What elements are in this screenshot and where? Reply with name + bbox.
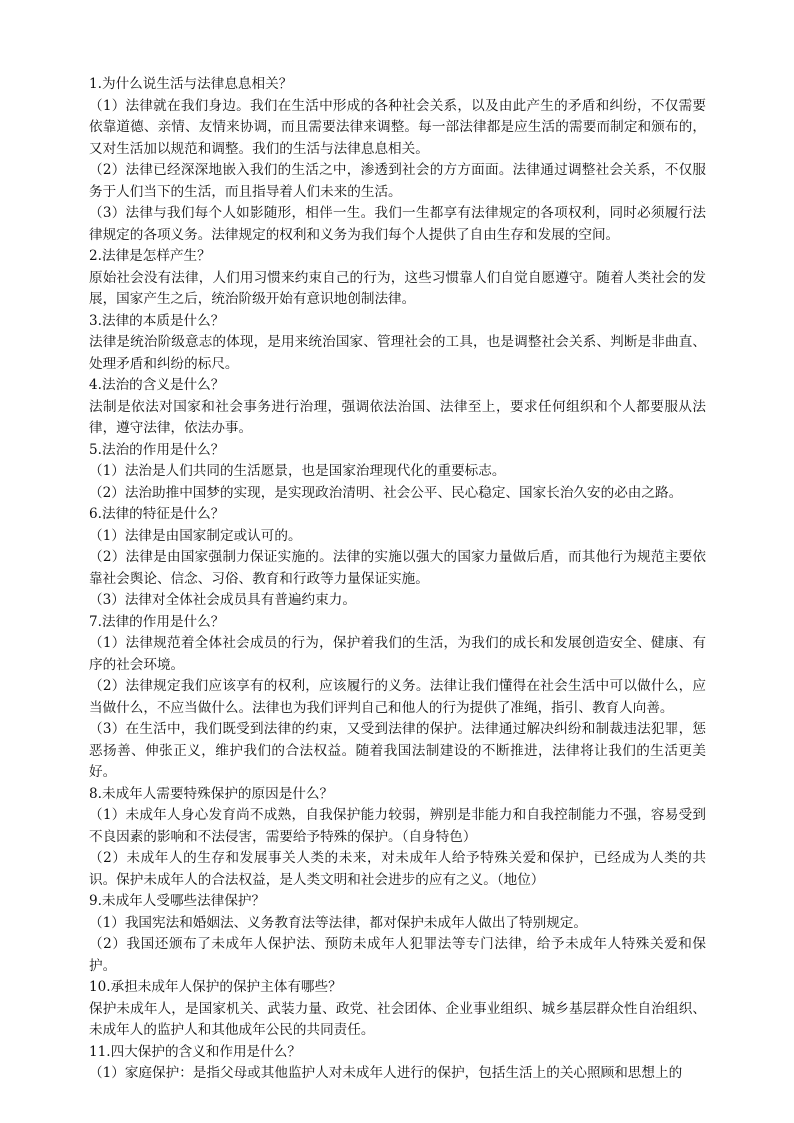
question-5: 5.法治的作用是什么？ — [89, 441, 225, 458]
question-7: 7.法律的作用是什么？ — [89, 613, 225, 630]
answer-paragraph: （1）法律是由国家制定或认可的。 — [89, 527, 302, 544]
answer-paragraph: （1）法治是人们共同的生活愿景，也是国家治理现代化的重要标志。 — [89, 463, 506, 479]
answer-paragraph: （3）在生活中，我们既受到法律的约束，又受到法律的保护。法律通过解决纠纷和制裁违法犯罪，惩恶扬善、伸张正义，维护我们的合法权益。随着我国法制建设的不断推进，法律将让我们的生活更美好。 — [89, 721, 706, 780]
question-9: 9.未成年人受哪些法律保护？ — [89, 893, 266, 909]
answer-paragraph: 法制是依法对国家和社会事务进行治理，强调依法治国、法律至上，要求任何组织和个人都要服从法律，遵守法律，依法办事。 — [89, 398, 706, 436]
answer-paragraph: 法律是统治阶级意志的体现，是用来统治国家、管理社会的工具，也是调整社会关系、判断是非曲直、处理矛盾和纠纷的标尺。 — [89, 334, 706, 372]
answer-paragraph: （2）法律是由国家强制力保证实施的。法律的实施以强大的国家力量做后盾，而其他行为规范主要依靠社会舆论、信念、习俗、教育和行政等力量保证实施。 — [89, 549, 706, 587]
answer-paragraph: （1）法律就在我们身边。我们在生活中形成的各种社会关系，以及由此产生的矛盾和纠纷，不仅需要依靠道德、亲情、友情来协调，而且需要法律来调整。每一部法律都是应生活的需要而制定和颁布的，又对生活加以规范和调整。我们的生活与法律息息相关。 — [89, 97, 706, 157]
question-4: 4.法治的含义是什么？ — [89, 377, 225, 393]
answer-paragraph: （2）法治助推中国梦的实现，是实现政治清明、社会公平、民心稳定、国家长治久安的必由之路。 — [89, 484, 683, 501]
answer-paragraph: （3）法律与我们每个人如影随形，相伴一生。我们一生都享有法律规定的各项权利，同时必须履行法律规定的各项义务。法律规定的权利和义务为我们每个人提供了自由生存和发展的空间。 — [89, 205, 706, 243]
document-body — [89, 74, 706, 1085]
answer-paragraph: （1）法律规范着全体社会成员的行为，保护着我们的生活，为我们的成长和发展创造安全、健康、有序的社会环境。 — [89, 635, 706, 673]
answer-paragraph: （2）我国还颁布了未成年人保护法、预防未成年人犯罪法等专门法律，给予未成年人特殊关爱和保护。 — [89, 936, 706, 974]
question-11: 11.四大保护的含义和作用是什么？ — [89, 1043, 301, 1060]
answer-paragraph: （3）法律对全体社会成员具有普遍约束力。 — [89, 592, 356, 608]
answer-paragraph: （1）未成年人身心发育尚不成熟，自我保护能力较弱，辨别是非能力和自我控制能力不强，容易受到不良因素的影响和不法侵害，需要给予特殊的保护。（自身特色） — [89, 807, 706, 845]
question-3: 3.法律的本质是什么？ — [89, 312, 225, 329]
question-8: 8.未成年人需要特殊保护的原因是什么？ — [89, 785, 334, 802]
answer-paragraph: （1）我国宪法和婚姻法、义务教育法等法律，都对保护未成年人做出了特别规定。 — [89, 914, 588, 931]
answer-paragraph: （1）家庭保护：是指父母或其他监护人对未成年人进行的保护，包括生活上的关心照顾和思想上的 — [89, 1065, 683, 1081]
answer-paragraph: （2）法律已经深深地嵌入我们的生活之中，渗透到社会的方方面面。法律通过调整社会关系，不仅服务于人们当下的生活，而且指导着人们未来的生活。 — [89, 162, 706, 200]
question-6: 6.法律的特征是什么？ — [89, 506, 225, 522]
question-1: 1.为什么说生活与法律息息相关？ — [89, 76, 293, 92]
answer-paragraph: 原始社会没有法律，人们用习惯来约束自己的行为，这些习惯靠人们自觉自愿遵守。随着人类社会的发展，国家产生之后，统治阶级开始有意识地创制法律。 — [89, 269, 706, 307]
answer-paragraph: 保护未成年人，是国家机关、武装力量、政党、社会团体、企业事业组织、城乡基层群众性自治组织、未成年人的监护人和其他成年公民的共同责任。 — [89, 1000, 706, 1038]
answer-paragraph: （2）未成年人的生存和发展事关人类的未来，对未成年人给予特殊关爱和保护，已经成为人类的共识。保护未成年人的合法权益，是人类文明和社会进步的应有之义。（地位） — [89, 850, 706, 888]
question-10: 10.承担未成年人保护的保护主体有哪些？ — [89, 979, 342, 995]
answer-paragraph: （2）法律规定我们应该享有的权利，应该履行的义务。法律让我们懂得在社会生活中可以做什么，应当做什么，不应当做什么。法律也为我们评判自己和他人的行为提供了准绳，指引、教育人向善。 — [89, 678, 706, 716]
question-2: 2.法律是怎样产生？ — [89, 248, 211, 264]
